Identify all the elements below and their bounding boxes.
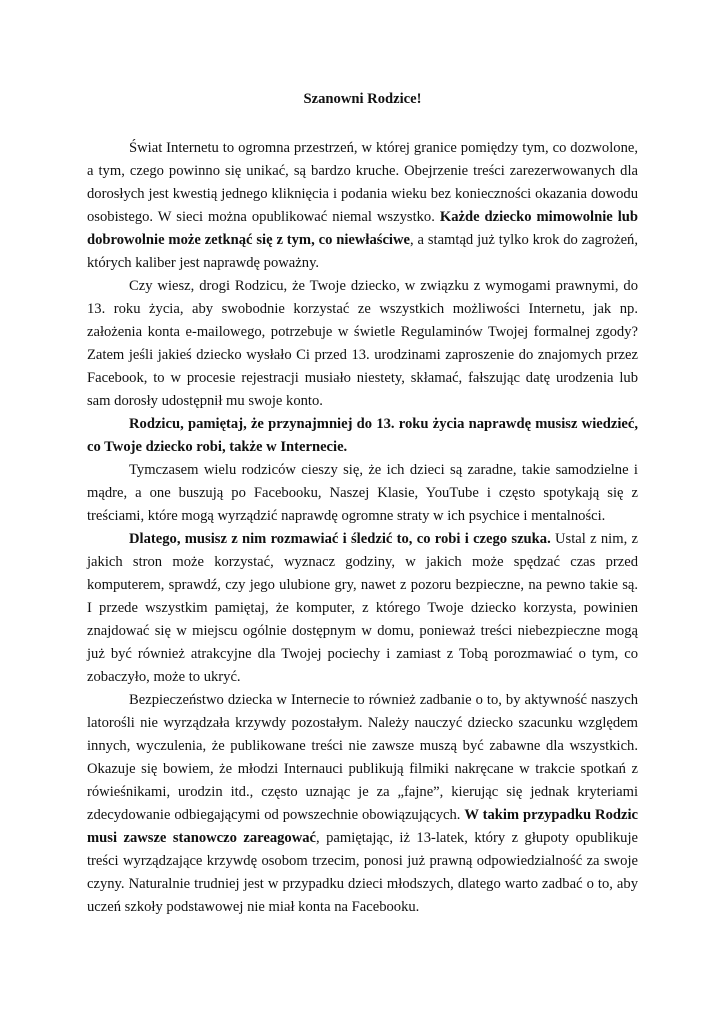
paragraph-2-text: Czy wiesz, drogi Rodzicu, że Twoje dziecko, w związku z wymogami prawnymi, do 13. roku życia, aby swobodnie korzystać ze wszystkich możliwości Internetu, jak np. założenia konta e-mailowego, potrzebuje w świetle Regulaminów Twojej formalnej zgody? Zatem jeśli jakieś dziecko wysłało Ci przed 13. urodzinami zaproszenie do znajomych przez Facebook, to w procesie rejestracji musiało niestety, skłamać, fałszując datę urodzenia lub sam dorosły udostępnił mu swoje konto. <box>87 278 638 409</box>
paragraph-5 <box>87 528 638 689</box>
document-title: Szanowni Rodzice! <box>303 91 422 107</box>
paragraph-3-bold: Rodzicu, pamiętaj, że przynajmniej do 13. roku życia naprawdę musisz wiedzieć, co Twoje dziecko robi, także w Internecie. <box>87 416 638 455</box>
paragraph-3 <box>87 413 638 459</box>
paragraph-4 <box>87 459 638 528</box>
paragraph-6 <box>87 689 638 919</box>
paragraph-1-bold: Każde dziecko mimowolnie lub dobrowolnie może zetknąć się z tym, co niewłaściwe <box>87 209 638 248</box>
paragraph-5-text: Ustal z nim, z jakich stron może korzystać, wyznacz godziny, w jakich może spędzać czas przed komputerem, sprawdź, czy jego ulubione gry, nawet z pozoru bezpieczne, na pewno takie są. I przede wszystkim pamiętaj, że komputer, z którego Twoje dziecko korzysta, powinien znajdować się w miejscu ogólnie dostępnym w domu, ponieważ treści niebezpieczne mogą już być również atrakcyjne dla Twojej pociechy i zamiast z Tobą porozmawiać o tym, co zobaczyło, może to ukryć. <box>87 531 638 685</box>
paragraph-6-bold: W takim przypadku Rodzic musi zawsze stanowczo zareagować <box>87 807 638 846</box>
paragraph-1-text-a: Świat Internetu to ogromna przestrzeń, w której granice pomiędzy tym, co dozwolone, a tym, czego powinno się unikać, są bardzo kruche. Obejrzenie treści zarezerwowanych dla dorosłych jest kwestią jednego kliknięcia i podania wieku bez konieczności okazania dowodu osobistego. W sieci można opublikować niemal wszystko. <box>87 140 638 225</box>
paragraph-1-text-b: , a stamtąd już tylko krok do zagrożeń, których kaliber jest naprawdę poważny. <box>87 232 638 271</box>
paragraph-4-text: Tymczasem wielu rodziców cieszy się, że ich dzieci są zaradne, takie samodzielne i mądre, a one buszują po Facebooku, Naszej Klasie, YouTube i często spotykają się z treściami, które mogą wyrządzić naprawdę ogromne straty w ich psychice i mentalności. <box>87 462 638 524</box>
paragraph-2 <box>87 275 638 413</box>
document-page <box>87 88 638 919</box>
paragraph-6-text-b: , pamiętając, iż 13-latek, który z głupoty opublikuje treści wyrządzające krzywdę osobom trzecim, ponosi już prawną odpowiedzialność za swoje czyny. Naturalnie trudniej jest w przypadku dzieci młodszych, dlatego warto zadbać o to, aby uczeń szkoły podstawowej nie miał konta na Facebooku. <box>87 830 638 915</box>
paragraph-6-text-a: Bezpieczeństwo dziecka w Internecie to również zadbanie o to, by aktywność naszych latorośli nie wyrządzała krzywdy pozostałym. Należy nauczyć dziecko szacunku względem innych, wyczulenia, że publikowane treści nie zawsze muszą być zabawne dla wszystkich. Okazuje się bowiem, że młodzi Internauci publikują filmiki nakręcane w trakcie spotkań z rówieśnikami, urodzin itd., często uznając je za „fajne”, kierując się jednak kryteriami zdecydowanie odbiegającymi od powszechnie obowiązujących. <box>87 692 638 823</box>
paragraph-5-bold: Dlatego, musisz z nim rozmawiać i śledzić to, co robi i czego szuka. <box>129 531 551 547</box>
paragraph-1 <box>87 137 638 275</box>
